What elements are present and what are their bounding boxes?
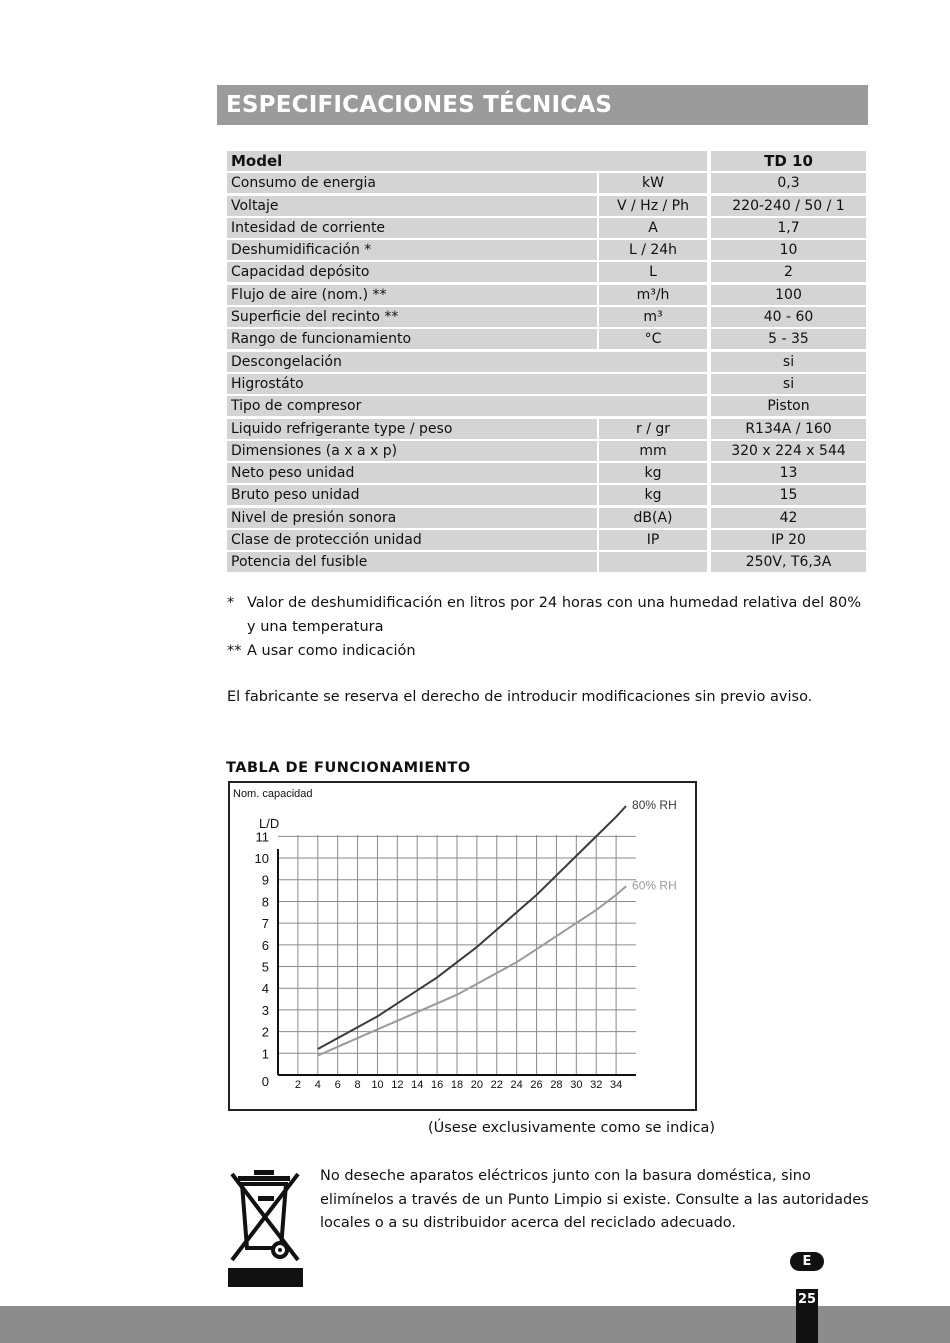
table-row: [227, 196, 867, 216]
spec-value: 5 - 35: [711, 329, 866, 349]
spec-value: si: [711, 374, 866, 394]
table-row: [227, 463, 867, 483]
spec-value: 220-240 / 50 / 1: [711, 196, 866, 216]
spec-unit: kg: [599, 485, 707, 505]
spec-value: IP 20: [711, 530, 866, 550]
spec-unit: [599, 552, 707, 572]
x-tick-label: 6: [334, 1079, 341, 1091]
spec-value: 2: [711, 262, 866, 282]
spec-label: Deshumidificación *: [227, 240, 597, 260]
table-row: [227, 508, 867, 528]
table-row: [227, 173, 867, 193]
spec-label: Higrostáto: [227, 374, 707, 394]
spec-unit: kW: [599, 173, 707, 193]
series-label-0: 80% RH: [632, 797, 677, 812]
y-tick-label: 8: [261, 894, 269, 910]
spec-label: Dimensiones (a x a x p): [227, 441, 597, 461]
spec-label: Liquido refrigerante type / peso: [227, 419, 597, 439]
x-tick-label: 24: [510, 1079, 523, 1091]
section-header-bar: [217, 85, 868, 125]
performance-chart: [228, 781, 697, 1111]
spec-value: 15: [711, 485, 866, 505]
table-row: [227, 240, 867, 260]
footnote-2: [227, 639, 872, 663]
footnotes: [227, 591, 872, 663]
y-tick-label: 5: [261, 959, 269, 975]
table-row: [227, 307, 867, 327]
spec-label: Superficie del recinto **: [227, 307, 597, 327]
spec-unit: kg: [599, 463, 707, 483]
spec-label: Voltaje: [227, 196, 597, 216]
model-value: TD 10: [711, 151, 866, 171]
x-tick-label: 32: [590, 1079, 603, 1091]
table-row: [227, 218, 867, 238]
x-tick-label: 30: [570, 1079, 583, 1091]
y-tick-label: 7: [261, 916, 269, 932]
x-tick-label: 10: [371, 1079, 384, 1091]
y-tick-label: 10: [254, 851, 269, 867]
chart-caption: (Úsese exclusivamente como se indica): [428, 1120, 716, 1136]
table-row: [227, 419, 867, 439]
table-row: [227, 285, 867, 305]
spec-value: 42: [711, 508, 866, 528]
x-tick-label: 18: [450, 1079, 464, 1091]
series-label-1: 60% RH: [632, 878, 677, 893]
y-tick-label: 11: [255, 829, 269, 845]
spec-value: si: [711, 352, 866, 372]
y-tick-label: 3: [261, 1002, 269, 1018]
chart-title: TABLA DE FUNCIONAMIENTO: [226, 760, 471, 776]
spec-unit: mm: [599, 441, 707, 461]
series-line-0: [318, 806, 626, 1049]
weee-disposal-text: No deseche aparatos eléctricos junto con la basura doméstica, sino elimínelos a través de un Punto Limpio si existe. Consulte a las autoridades locales o a su distribuidor acerca del reciclado adecuado.: [320, 1168, 869, 1231]
spec-label: Nivel de presión sonora: [227, 508, 597, 528]
footnote-1: [227, 591, 872, 639]
y-axis-label: L/D: [259, 816, 280, 831]
y-tick-label: 1: [261, 1046, 269, 1062]
spec-value: R134A / 160: [711, 419, 866, 439]
spec-label: Capacidad depósito: [227, 262, 597, 282]
footnote-1-text: Valor de deshumidificación en litros por 24 horas con una humedad relativa del 80% y una temperatura: [247, 595, 862, 635]
spec-label: Rango de funcionamiento: [227, 329, 597, 349]
spec-unit: m³: [599, 307, 707, 327]
disclaimer: El fabricante se reserva el derecho de introducir modificaciones sin previo aviso.: [227, 689, 813, 705]
table-header-row: [227, 151, 867, 171]
spec-unit: L: [599, 262, 707, 282]
chart-subtitle: Nom. capacidad: [233, 788, 313, 800]
spec-label: Descongelación: [227, 352, 707, 372]
x-tick-label: 14: [411, 1079, 424, 1091]
x-tick-label: 16: [430, 1079, 444, 1091]
x-tick-label: 12: [391, 1079, 404, 1091]
x-tick-label: 8: [354, 1079, 361, 1091]
table-row: [227, 530, 867, 550]
footnote-1-mark: *: [227, 595, 235, 611]
spec-unit: °C: [599, 329, 707, 349]
x-tick-label: 22: [490, 1079, 503, 1091]
language-badge: E: [790, 1252, 824, 1271]
table-row: [227, 329, 867, 349]
spec-value: 250V, T6,3A: [711, 552, 866, 572]
page-number: 25: [796, 1289, 818, 1343]
table-row: [227, 441, 867, 461]
x-tick-label: 20: [470, 1079, 484, 1091]
footnote-2-text: A usar como indicación: [247, 643, 416, 659]
spec-label: Flujo de aire (nom.) **: [227, 285, 597, 305]
x-tick-label: 34: [609, 1079, 623, 1091]
origin-label: 0: [261, 1074, 269, 1089]
table-row: [227, 552, 867, 572]
footnote-2-mark: **: [227, 643, 242, 659]
spec-unit: dB(A): [599, 508, 707, 528]
spec-label: Neto peso unidad: [227, 463, 597, 483]
model-label: Model: [227, 151, 707, 171]
spec-value: 10: [711, 240, 866, 260]
spec-label: Bruto peso unidad: [227, 485, 597, 505]
spec-unit: m³/h: [599, 285, 707, 305]
spec-value: Piston: [711, 396, 866, 416]
x-tick-label: 28: [550, 1079, 563, 1091]
table-row: [227, 374, 867, 394]
x-tick-label: 4: [314, 1079, 321, 1091]
y-tick-label: 4: [261, 981, 269, 997]
spec-value: 13: [711, 463, 866, 483]
spec-label: Tipo de compresor: [227, 396, 707, 416]
x-tick-label: 26: [530, 1079, 543, 1091]
series-line-1: [318, 886, 626, 1055]
spec-unit: V / Hz / Ph: [599, 196, 707, 216]
spec-label: Clase de protección unidad: [227, 530, 597, 550]
spec-unit: r / gr: [599, 419, 707, 439]
spec-unit: IP: [599, 530, 707, 550]
table-row: [227, 396, 867, 416]
spec-value: 320 x 224 x 544: [711, 441, 866, 461]
spec-label: Intesidad de corriente: [227, 218, 597, 238]
spec-value: 0,3: [711, 173, 866, 193]
table-row: [227, 262, 867, 282]
spec-value: 40 - 60: [711, 307, 866, 327]
y-tick-label: 6: [261, 937, 269, 953]
weee-crossed-bin-icon: [226, 1168, 304, 1288]
table-row: [227, 352, 867, 372]
spec-unit: A: [599, 218, 707, 238]
spec-value: 100: [711, 285, 866, 305]
specs-table: [227, 151, 867, 575]
spec-value: 1,7: [711, 218, 866, 238]
spec-unit: L / 24h: [599, 240, 707, 260]
table-row: [227, 485, 867, 505]
y-tick-label: 2: [261, 1024, 269, 1040]
spec-label: Potencia del fusible: [227, 552, 597, 572]
y-tick-label: 9: [261, 872, 269, 888]
page-title: ESPECIFICACIONES TÉCNICAS: [226, 92, 613, 118]
spec-label: Consumo de energia: [227, 173, 597, 193]
x-tick-label: 2: [294, 1079, 301, 1091]
